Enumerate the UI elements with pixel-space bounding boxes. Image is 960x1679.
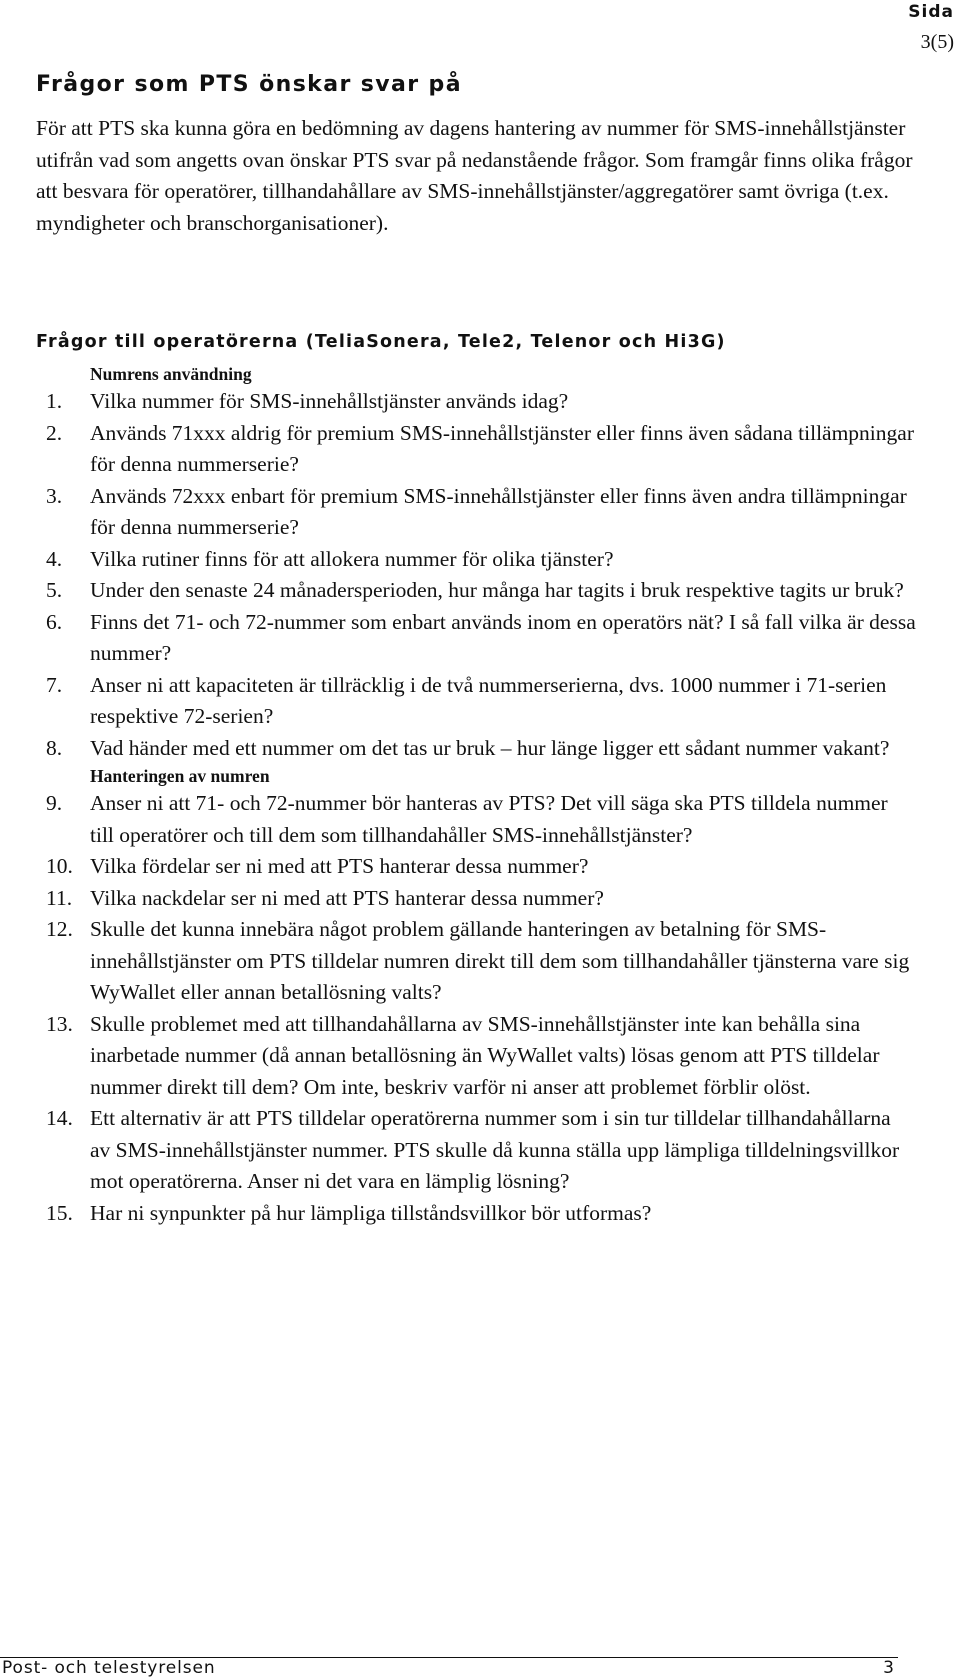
question-item [46, 607, 916, 670]
question-text: Vilka fördelar ser ni med att PTS hanterar dessa nummer? [90, 854, 589, 878]
question-number: 10. [46, 854, 73, 878]
question-item [46, 914, 916, 1009]
question-number: 7. [46, 672, 63, 697]
question-number: 2. [46, 420, 63, 445]
question-item [46, 418, 916, 481]
question-number: 14. [46, 1106, 73, 1130]
question-text: Ett alternativ är att PTS tilldelar operatörerna nummer som i sin tur tilldelar tillhandahållarna av SMS-innehållstjänster nummer. PTS skulle då kunna ställa upp lämpliga tilldelningsvillkor mot operatörerna. Anser ni det vara en lämplig lösning? [90, 1106, 900, 1193]
intro-paragraph: För att PTS ska kunna göra en bedömning av dagens hantering av nummer för SMS-innehållstjänster utifrån vad som angetts ovan önskar PTS svar på nedanstående frågor. Som framgår finns olika frågor att besvara för operatörer, tillhandahållare av SMS-innehållstjänster/aggregatörer samt övriga (t.ex. myndigheter och branschorganisationer). [36, 116, 913, 235]
question-text: Har ni synpunkter på hur lämpliga tillståndsvillkor bör utformas? [90, 1200, 652, 1225]
question-number: 9. [46, 791, 63, 815]
footer-organization: Post- och telestyrelsen [2, 1658, 216, 1678]
question-number: 8. [46, 735, 63, 760]
question-item [46, 788, 916, 851]
question-number: 5. [46, 578, 63, 602]
question-text: Skulle det kunna innebära något problem gällande hanteringen av betalning för SMS-innehållstjänster om PTS tilldelar numren direkt till dem som tillhandahåller tjänsterna vare sig WyWallet eller annan betallösning valts? [90, 917, 910, 1004]
question-item [46, 670, 916, 733]
question-text: Anser ni att 71- och 72-nummer bör hanteras av PTS? Det vill säga ska PTS tilldela nummer till operatörer och till dem som tillhandahåller SMS-innehållstjänster? [90, 791, 888, 847]
question-list [46, 362, 916, 1229]
operators-heading: Frågor till operatörerna (TeliaSonera, Tele2, Telenor och Hi3G) [36, 332, 726, 352]
question-text: Anser ni att kapaciteten är tillräcklig i de två nummerserierna, dvs. 1000 nummer i 71-serien respektive 72-serien? [90, 672, 887, 728]
question-item [46, 481, 916, 544]
question-text: Skulle problemet med att tillhandahållarna av SMS-innehållstjänster inte kan behålla sina inarbetade nummer (då annan betallösning än WyWallet valts) lösas genom att PTS tilldelar nummer direkt till dem? Om inte, beskriv varför ni anser att problemet förblir olöst. [90, 1011, 880, 1099]
page-word: Sida [908, 2, 954, 22]
question-text: Finns det 71- och 72-nummer som enbart används inom en operatörs nät? I så fall vilka är dessa nummer? [90, 609, 916, 665]
question-item [46, 386, 916, 418]
question-text: Används 72xxx enbart för premium SMS-innehållstjänster eller finns även andra tillämpningar för denna nummerserie? [90, 483, 907, 539]
question-number: 1. [46, 389, 63, 413]
question-number: 12. [46, 917, 73, 941]
question-item [46, 1198, 916, 1230]
subheading-handling: Hanteringen av numren [90, 766, 270, 786]
question-number: 6. [46, 609, 63, 634]
question-item [46, 1009, 916, 1104]
footer-page-number: 3 [883, 1658, 894, 1678]
question-text: Används 71xxx aldrig för premium SMS-innehållstjänster eller finns även sådana tillämpningar för denna nummerserie? [90, 420, 914, 476]
question-number: 13. [46, 1011, 73, 1036]
question-item [46, 575, 916, 607]
question-text: Under den senaste 24 månadersperioden, hur många har tagits i bruk respektive tagits ur bruk? [90, 578, 904, 602]
question-text: Vad händer med ett nummer om det tas ur bruk – hur länge ligger ett sådant nummer vakant? [90, 735, 890, 760]
question-number: 3. [46, 483, 63, 508]
question-item [46, 544, 916, 576]
question-item [46, 1103, 916, 1198]
page-indicator [908, 0, 954, 56]
question-text: Vilka nackdelar ser ni med att PTS hanterar dessa nummer? [90, 885, 604, 910]
question-number: 15. [46, 1200, 73, 1225]
question-text: Vilka nummer för SMS-innehållstjänster används idag? [90, 389, 569, 413]
question-number: 11. [46, 885, 73, 910]
question-number: 4. [46, 546, 63, 571]
question-text: Vilka rutiner finns för att allokera nummer för olika tjänster? [90, 546, 614, 571]
question-item [46, 733, 916, 765]
subheading-usage: Numrens användning [90, 364, 252, 384]
question-item [46, 883, 916, 915]
page-count: 3(5) [920, 31, 954, 53]
section-heading: Frågor som PTS önskar svar på [36, 72, 462, 97]
question-item [46, 851, 916, 883]
